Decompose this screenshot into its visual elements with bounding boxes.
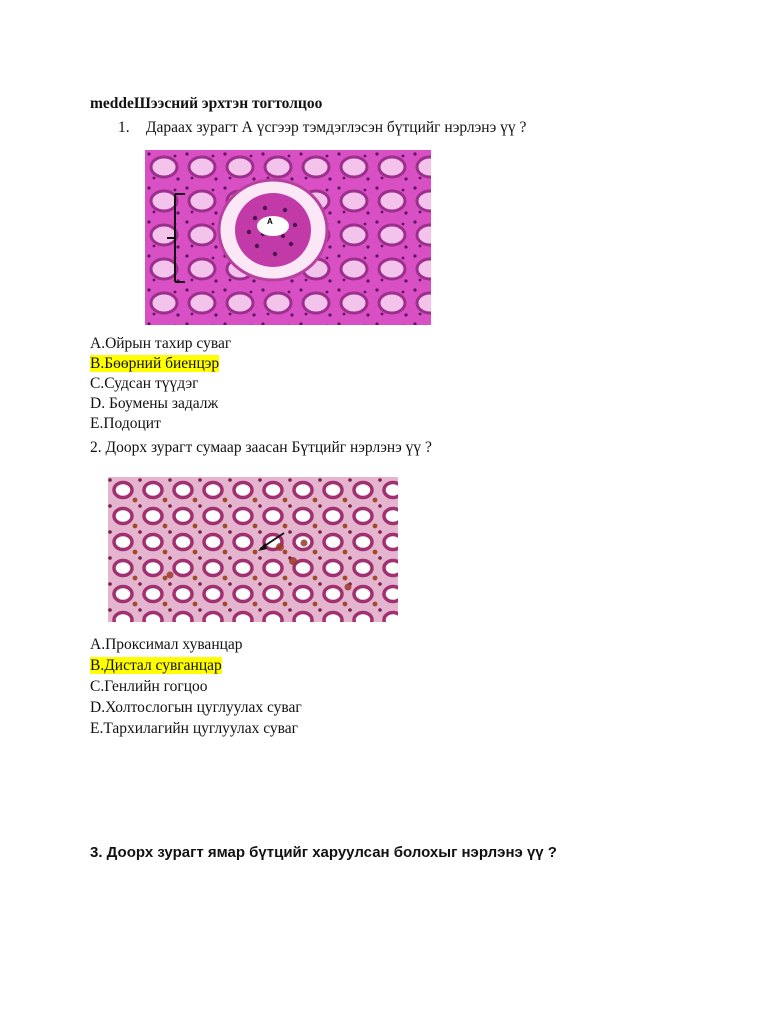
question-1-text: Дараах зурагт А үсгээр тэмдэглэсэн бүтцийг нэрлэнэ үү ? (145, 119, 527, 136)
kidney-cortex-micrograph (145, 150, 431, 325)
q2-option-c: C.Генлийн гогцоо (90, 678, 208, 695)
image-label-a: A (267, 217, 273, 226)
q2-option-e: E.Тархилагийн цуглуулах суваг (90, 720, 299, 737)
q1-option-a: A.Ойрын тахир суваг (90, 335, 232, 352)
question-3-text: 3. Доорх зурагт ямар бүтцийг харуулсан болохыг нэрлэнэ үү ? (90, 844, 557, 861)
q1-option-b (90, 354, 219, 374)
question-1 (118, 118, 526, 138)
document-title: meddeШээсний эрхтэн тогтолцоо (90, 95, 323, 112)
question-2-text: 2. Доорх зурагт сумаар заасан Бүтцийг нэрлэнэ үү ? (90, 439, 432, 456)
kidney-medulla-micrograph (108, 477, 398, 622)
q1-option-d: D. Боумены задалж (90, 395, 219, 412)
q2-option-b-text: B.Дистал сувганцар (90, 657, 222, 674)
q1-option-e: E.Подоцит (90, 415, 161, 432)
question-1-number: 1. (118, 119, 130, 136)
q2-option-d: D.Холтослогын цуглуулах суваг (90, 699, 302, 716)
q1-option-c: C.Судсан түүдэг (90, 375, 199, 392)
q2-option-a: A.Проксимал хуванцар (90, 636, 243, 653)
q1-option-b-text: B.Бөөрний биенцэр (90, 355, 220, 372)
q2-option-b (90, 656, 222, 676)
